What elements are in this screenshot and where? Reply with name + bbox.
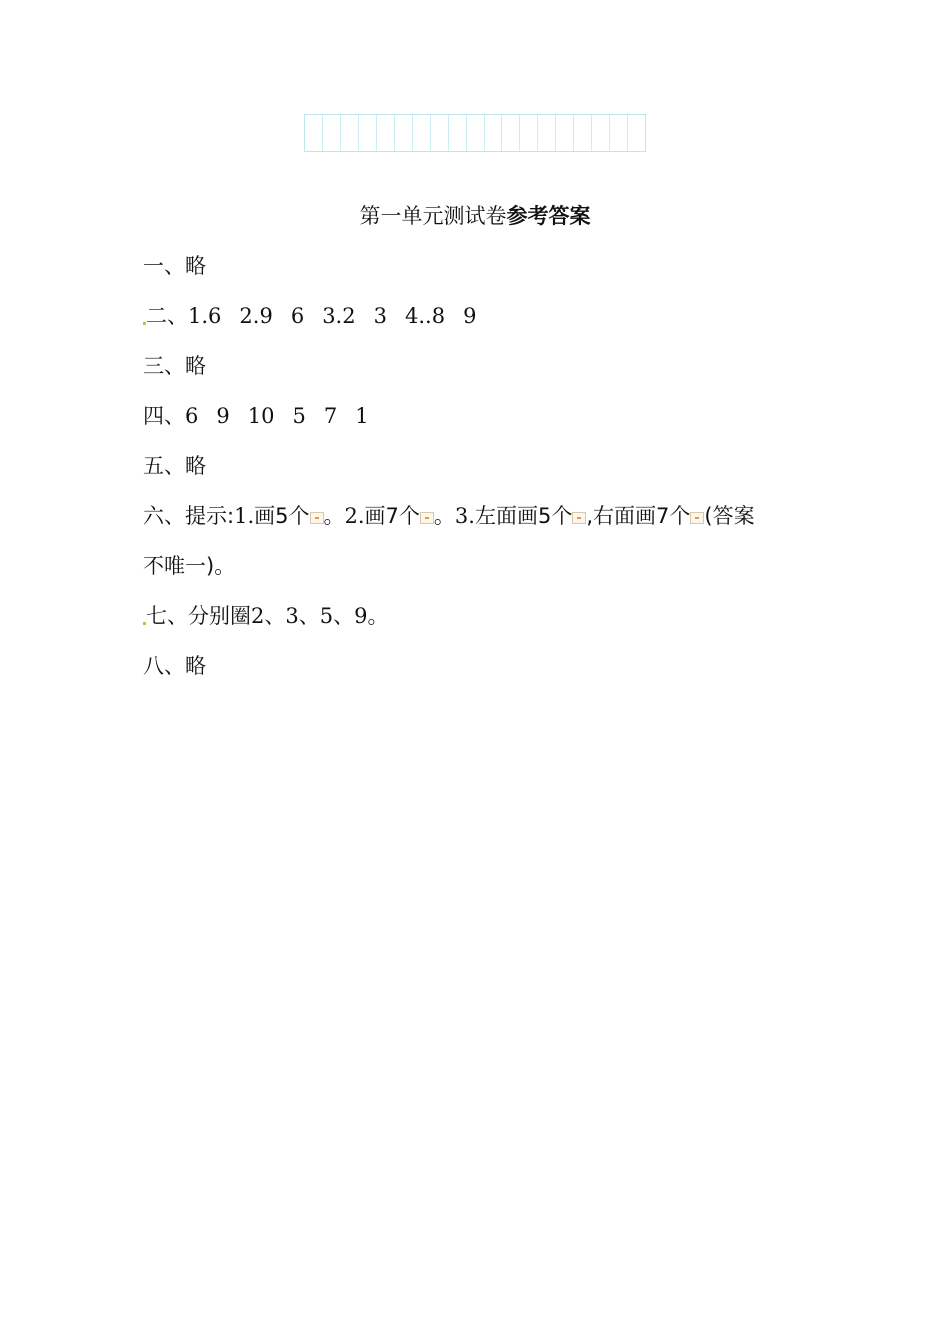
answer-5: 五、略	[143, 454, 206, 478]
answer-6-text: ,右面画7个	[586, 504, 691, 528]
shape-image-icon	[420, 512, 434, 524]
answer-3: 三、略	[143, 354, 206, 378]
answer-6-item-number: 2.	[344, 504, 365, 528]
grid-cell	[341, 115, 359, 151]
shape-image-icon	[690, 512, 704, 524]
grid-cell	[449, 115, 467, 151]
grid-cell	[467, 115, 485, 151]
title-main: 第一单元测试卷	[359, 204, 507, 228]
header-grid-box	[304, 114, 646, 152]
grid-cell	[574, 115, 592, 151]
answer-6-text: 画7个	[364, 504, 420, 528]
answer-8: 八、略	[143, 654, 206, 678]
page-title	[0, 200, 950, 232]
answer-4-value: 10	[247, 404, 275, 428]
answer-2-value: 9	[463, 304, 477, 328]
grid-cell	[413, 115, 431, 151]
answer-7-suffix: 。	[367, 604, 389, 628]
answer-2-value: 3	[373, 304, 387, 328]
grid-cell	[628, 115, 645, 151]
answer-6-text: 左面画5个	[474, 504, 573, 528]
answer-6	[143, 500, 755, 532]
answer-1: 一、略	[143, 254, 206, 278]
answer-6-item-number: 1.	[234, 504, 255, 528]
answer-7	[143, 600, 388, 632]
answer-4-value: 6	[185, 404, 199, 428]
answer-4-value: 5	[292, 404, 306, 428]
grid-cell	[395, 115, 413, 151]
answer-4	[143, 400, 369, 432]
answer-4-value: 1	[355, 404, 369, 428]
answer-2-value: 4.	[404, 304, 426, 328]
grid-cell	[305, 115, 323, 151]
answer-7-prefix: 七、分别圈	[146, 604, 251, 628]
grid-cell	[323, 115, 341, 151]
answer-2-prefix: 二、	[146, 304, 188, 328]
answer-7-values: 2、3、5、9	[251, 604, 368, 628]
answer-6-item-number: 3.	[454, 504, 475, 528]
shape-image-icon	[572, 512, 586, 524]
grid-cell	[431, 115, 449, 151]
grid-cell	[485, 115, 503, 151]
answer-6-continued: 不唯一)。	[143, 554, 236, 578]
grid-cell	[359, 115, 377, 151]
answer-4-value: 7	[323, 404, 338, 428]
answer-6-text: 。	[323, 504, 345, 528]
grid-cell	[377, 115, 395, 151]
answer-6-text: (答案	[704, 504, 755, 528]
grid-cell	[538, 115, 556, 151]
grid-cell	[556, 115, 574, 151]
title-answer-key: 参考答案	[506, 204, 591, 228]
answer-4-value: 9	[216, 404, 230, 428]
answer-6-prefix: 六、提示:	[143, 504, 235, 528]
answer-2	[143, 300, 476, 332]
answer-2-value: 6	[290, 304, 305, 328]
answer-2-value: .8	[425, 304, 446, 328]
answer-6-text: 。	[433, 504, 455, 528]
answer-4-prefix: 四、	[143, 404, 185, 428]
answer-2-value: 3.2	[322, 304, 356, 328]
answer-6-text: 画5个	[254, 504, 310, 528]
grid-cell	[502, 115, 520, 151]
grid-cell	[610, 115, 628, 151]
answer-2-value: 2.9	[239, 304, 273, 328]
answer-2-value: 1.6	[188, 304, 222, 328]
shape-image-icon	[310, 512, 324, 524]
grid-cell	[520, 115, 538, 151]
grid-cell	[592, 115, 610, 151]
